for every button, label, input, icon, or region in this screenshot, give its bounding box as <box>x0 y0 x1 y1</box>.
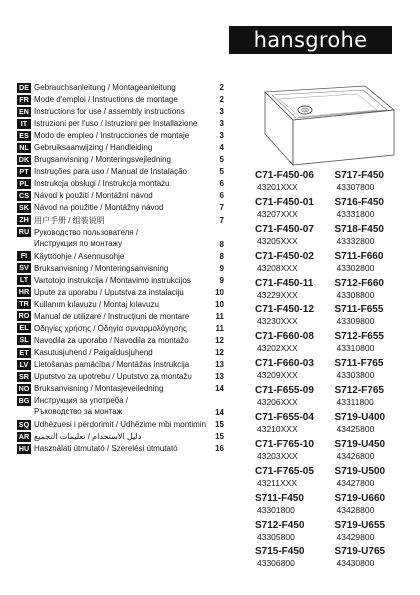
toc-title: Istruzioni per l'uso / Istruzioni per Installazione <box>34 119 198 129</box>
model-number: 43430800 <box>336 558 375 569</box>
toc-title: Lietošanas pamācība / Montāžas instrukcija <box>34 360 190 370</box>
language-code: RU <box>18 227 30 237</box>
toc-page-number: 12 <box>215 348 224 358</box>
toc-title: Manual de utilizare / Instrucțiuni de montare <box>34 311 190 321</box>
model-name: S712-F765 <box>334 385 384 397</box>
model-entry <box>255 331 331 358</box>
model-entry <box>255 251 331 278</box>
toc-title: Udhëzuesi i përdorimit / Udhëzime mbi montimin <box>34 420 207 430</box>
model-name: S711-F765 <box>334 358 384 370</box>
toc-row <box>17 419 224 431</box>
model-entry <box>255 385 331 412</box>
toc-title: Bruksanvisning / Montasjeveiledning <box>34 384 164 394</box>
toc-row <box>17 323 224 335</box>
model-number: 43209XXX <box>257 370 298 381</box>
toc-row <box>17 395 224 419</box>
model-entry <box>335 331 411 358</box>
toc-row <box>17 287 224 299</box>
language-code: ZH <box>17 215 31 225</box>
model-entry <box>255 546 331 573</box>
toc-page-number: 8 <box>219 251 224 261</box>
model-number: 43305800 <box>257 531 295 542</box>
model-number: 43306800 <box>257 558 295 569</box>
model-entry <box>255 466 331 493</box>
brand-logo: hansgrohe <box>229 26 392 54</box>
toc-title: Vartotojo instrukcija / Montavimo instrukcijos <box>34 275 191 285</box>
toc-title: Instrukcja obsługi / Instrukcja montażu <box>34 179 170 189</box>
language-code: PT <box>17 167 31 177</box>
language-code: SK <box>19 202 29 212</box>
model-entry <box>335 224 411 251</box>
toc-page-number: 5 <box>219 167 224 177</box>
model-number: 43230XXX <box>257 316 298 327</box>
model-number: 43203XXX <box>257 450 298 461</box>
toc-page-number: 6 <box>219 179 224 189</box>
toc-page-number: 2 <box>219 95 224 105</box>
toc-page-number: 8 <box>219 239 224 249</box>
model-number: 43229XXX <box>257 289 298 300</box>
toc-page-number: 15 <box>215 420 224 430</box>
model-number: 43309800 <box>336 316 375 327</box>
language-code: IT <box>17 119 31 129</box>
model-name: S712-F660 <box>334 277 384 289</box>
model-number: 43428800 <box>336 504 375 515</box>
toc-row <box>17 154 224 166</box>
language-code: CS <box>19 190 29 200</box>
toc-page-number: 6 <box>219 191 224 201</box>
model-entry <box>335 304 411 331</box>
model-number: 43302800 <box>336 262 375 273</box>
model-name: C71-F450-11 <box>255 277 314 289</box>
model-number: 43308800 <box>336 289 375 300</box>
model-entry <box>255 358 331 385</box>
toc-row <box>17 275 224 287</box>
model-name: S711-F655 <box>334 304 384 316</box>
model-entry <box>255 439 331 466</box>
model-name: S719-U450 <box>334 438 386 450</box>
model-name: S715-F450 <box>255 546 305 558</box>
model-number: 43307800 <box>336 182 375 192</box>
model-name: S719-U660 <box>334 492 386 504</box>
language-code: FI <box>17 251 31 261</box>
model-name: C71-F450-02 <box>255 250 314 262</box>
model-name: C71-F655-04 <box>255 412 314 424</box>
sink-illustration <box>263 84 396 166</box>
model-number: 43331800 <box>336 208 375 219</box>
model-entry <box>335 412 411 439</box>
model-entry <box>335 520 411 547</box>
model-number: 43311800 <box>336 397 374 408</box>
toc-row <box>17 106 224 118</box>
model-entry <box>255 304 331 331</box>
toc-row <box>17 166 224 178</box>
toc-row <box>17 94 224 106</box>
toc-page-number: 11 <box>215 311 224 321</box>
toc-title: Návod na použitie / Montážny návod <box>34 203 164 213</box>
toc-row <box>17 82 224 94</box>
model-entry <box>255 170 331 197</box>
toc-page-number: 7 <box>219 215 224 225</box>
toc-page-number: 10 <box>215 299 224 309</box>
toc-page-number: 7 <box>219 203 224 213</box>
language-code: PL <box>17 179 31 189</box>
toc-row <box>17 190 224 202</box>
model-number: 43303800 <box>336 370 375 381</box>
model-column-right <box>335 170 411 573</box>
model-entry <box>255 224 331 251</box>
toc-row <box>17 118 224 130</box>
model-number: 43301800 <box>257 504 295 515</box>
language-code: AR <box>18 431 30 441</box>
model-number: 43425800 <box>336 424 375 435</box>
model-entry <box>255 197 331 224</box>
language-code: DE <box>19 82 29 92</box>
toc-row <box>17 202 224 214</box>
model-name: C71-F450-01 <box>255 196 314 208</box>
toc-page-number: 3 <box>219 131 224 141</box>
model-number: 43332800 <box>336 235 375 246</box>
toc-title: Kullanım kılavuzu / Montaj kılavuzu <box>34 299 159 309</box>
toc-title: Kasutusjuhend / Paigaldusjuhend <box>34 348 153 358</box>
toc-row <box>17 335 224 347</box>
model-name: S719-U655 <box>334 519 386 531</box>
toc-row <box>17 311 224 323</box>
toc-page-number: 4 <box>219 143 224 153</box>
language-code: HU <box>18 443 30 453</box>
language-code: TR <box>17 299 31 309</box>
model-entry <box>335 170 411 197</box>
toc-title: Upute za uporabu / Uputstva za instalaciju <box>34 287 184 297</box>
model-name: C71-F450-07 <box>255 223 314 235</box>
toc-page-number: 14 <box>215 408 224 418</box>
model-name: S717-F450 <box>334 170 384 181</box>
language-code: SQ <box>18 419 30 429</box>
toc-title: Navodila za uporabo / Navodila za montažo <box>34 335 189 345</box>
model-column-left <box>255 170 331 573</box>
model-name: C71-F450-06 <box>255 170 314 181</box>
language-code: ES <box>17 131 31 141</box>
model-number: 43208XXX <box>257 262 298 273</box>
toc-title: Brugsanvisning / Monteringsvejledning <box>34 155 171 165</box>
model-name: S719-U400 <box>334 412 386 424</box>
language-code: SR <box>19 371 29 381</box>
toc-title: دليل الاستخدام / تعليمات التجميع <box>34 432 142 442</box>
language-code: BG <box>18 395 30 405</box>
toc-page-number: 3 <box>219 119 224 129</box>
model-name: C71-F765-10 <box>255 438 314 450</box>
model-entry <box>335 251 411 278</box>
model-name: C71-F655-09 <box>255 385 314 397</box>
language-code: LT <box>17 275 31 285</box>
model-entry <box>335 358 411 385</box>
model-name: C71-F765-05 <box>255 465 314 477</box>
toc-page-number: 3 <box>219 107 224 117</box>
toc-title: Οδηγίες χρήσης / Οδηγία συναρμολόγησης <box>34 323 187 333</box>
language-code: SV <box>17 263 31 273</box>
model-name: S719-U765 <box>334 546 386 558</box>
model-number: 43206XXX <box>257 397 298 408</box>
toc-row <box>17 443 224 455</box>
toc-row <box>17 251 224 263</box>
toc-title: Návod k použití / Montážní návod <box>34 191 153 201</box>
model-name: C71-F660-08 <box>255 331 314 343</box>
model-name: S716-F450 <box>334 196 384 208</box>
model-entry <box>335 385 411 412</box>
toc-row <box>17 431 224 443</box>
language-code: EN <box>19 106 29 116</box>
toc-title: Käyttöohje / Asennusohje <box>34 251 125 261</box>
language-code: DK <box>18 154 30 164</box>
toc-row <box>17 383 224 395</box>
model-entry <box>335 493 411 520</box>
toc-page-number: 13 <box>215 360 224 370</box>
toc-title: Mode d'emploi / Instructions de montage <box>34 95 178 105</box>
toc-title: Instructions for use / assembly instructions <box>34 107 185 117</box>
language-code: RO <box>18 311 30 321</box>
model-entry <box>335 439 411 466</box>
toc-title: Руководство пользователя / Инструкция по монтажу <box>34 227 139 248</box>
model-entry <box>335 197 411 224</box>
model-number: 43207XXX <box>257 208 298 219</box>
toc-title: Instruções para uso / Manual de Instalação <box>34 167 187 177</box>
toc-title: Használati útmutató / Szerelési útmutató <box>34 444 178 454</box>
toc-row <box>17 263 224 275</box>
language-code: FR <box>17 95 31 105</box>
model-name: S719-U500 <box>334 465 386 477</box>
toc-page-number: 10 <box>215 287 224 297</box>
toc-page-number: 2 <box>219 83 224 92</box>
toc-page-number: 9 <box>219 263 224 273</box>
toc-page-number: 15 <box>215 432 224 442</box>
toc-row <box>17 347 224 359</box>
model-entry <box>255 493 331 520</box>
toc-row <box>17 299 224 311</box>
toc-title: Modo de empleo / Instrucciones de montaje <box>34 131 190 141</box>
toc-row <box>17 359 224 371</box>
toc-row <box>17 215 224 227</box>
model-number: 43201XXX <box>257 182 298 192</box>
toc-title: Uputstvo za upotrebu / Uputstvo za montažu <box>34 372 192 382</box>
model-entry <box>255 520 331 547</box>
model-entry <box>255 412 331 439</box>
model-name: S711-F660 <box>334 250 384 262</box>
model-number: 43205XXX <box>257 235 298 246</box>
model-number: 43310800 <box>336 343 375 354</box>
toc-page-number: 14 <box>215 384 224 394</box>
model-list <box>255 170 410 573</box>
language-code: EL <box>17 323 31 333</box>
model-entry <box>255 278 331 305</box>
model-number: 43210XXX <box>257 424 298 435</box>
model-number: 43426800 <box>336 450 375 461</box>
language-code: ET <box>17 348 31 358</box>
model-number: 43202XXX <box>257 343 298 354</box>
toc-title: Gebrauchsanleitung / Montageanleitung <box>34 83 176 92</box>
toc-row <box>17 178 224 190</box>
language-code: HR <box>18 287 30 297</box>
language-code: NO <box>18 383 30 393</box>
toc-row <box>17 227 224 251</box>
toc-page-number: 11 <box>215 323 224 333</box>
model-name: C71-F660-03 <box>255 358 314 370</box>
model-number: 43211XXX <box>257 477 298 488</box>
toc-page-number: 16 <box>215 444 224 454</box>
toc-row <box>17 371 224 383</box>
toc-page-number: 12 <box>215 335 224 345</box>
model-entry <box>335 278 411 305</box>
toc-title: Bruksanvisning / Monteringsanvisning <box>34 263 169 273</box>
toc-title: 用户手册 / 组装说明 <box>34 215 105 225</box>
toc-page-number: 9 <box>219 275 224 285</box>
model-name: S711-F450 <box>255 492 304 504</box>
model-entry <box>335 466 411 493</box>
model-name: S712-F450 <box>255 519 305 531</box>
model-number: 43427800 <box>336 477 375 488</box>
toc-row <box>17 142 224 154</box>
toc-row <box>17 130 224 142</box>
model-number: 43429800 <box>336 531 375 542</box>
toc-page-number: 5 <box>219 155 224 165</box>
toc-title: Инструкция за употреба / Ръководство за монтаж <box>34 396 129 417</box>
table-of-contents <box>17 82 224 455</box>
model-name: S712-F655 <box>334 331 384 343</box>
language-code: NL <box>17 143 31 153</box>
toc-title: Gebruiksaanwijzing / Handleiding <box>34 143 153 153</box>
language-code: LV <box>17 360 31 370</box>
language-code: SL <box>17 335 31 345</box>
model-name: C71-F450-12 <box>255 304 314 316</box>
model-entry <box>335 546 411 573</box>
toc-page-number: 13 <box>215 372 224 382</box>
model-name: S718-F450 <box>334 223 384 235</box>
